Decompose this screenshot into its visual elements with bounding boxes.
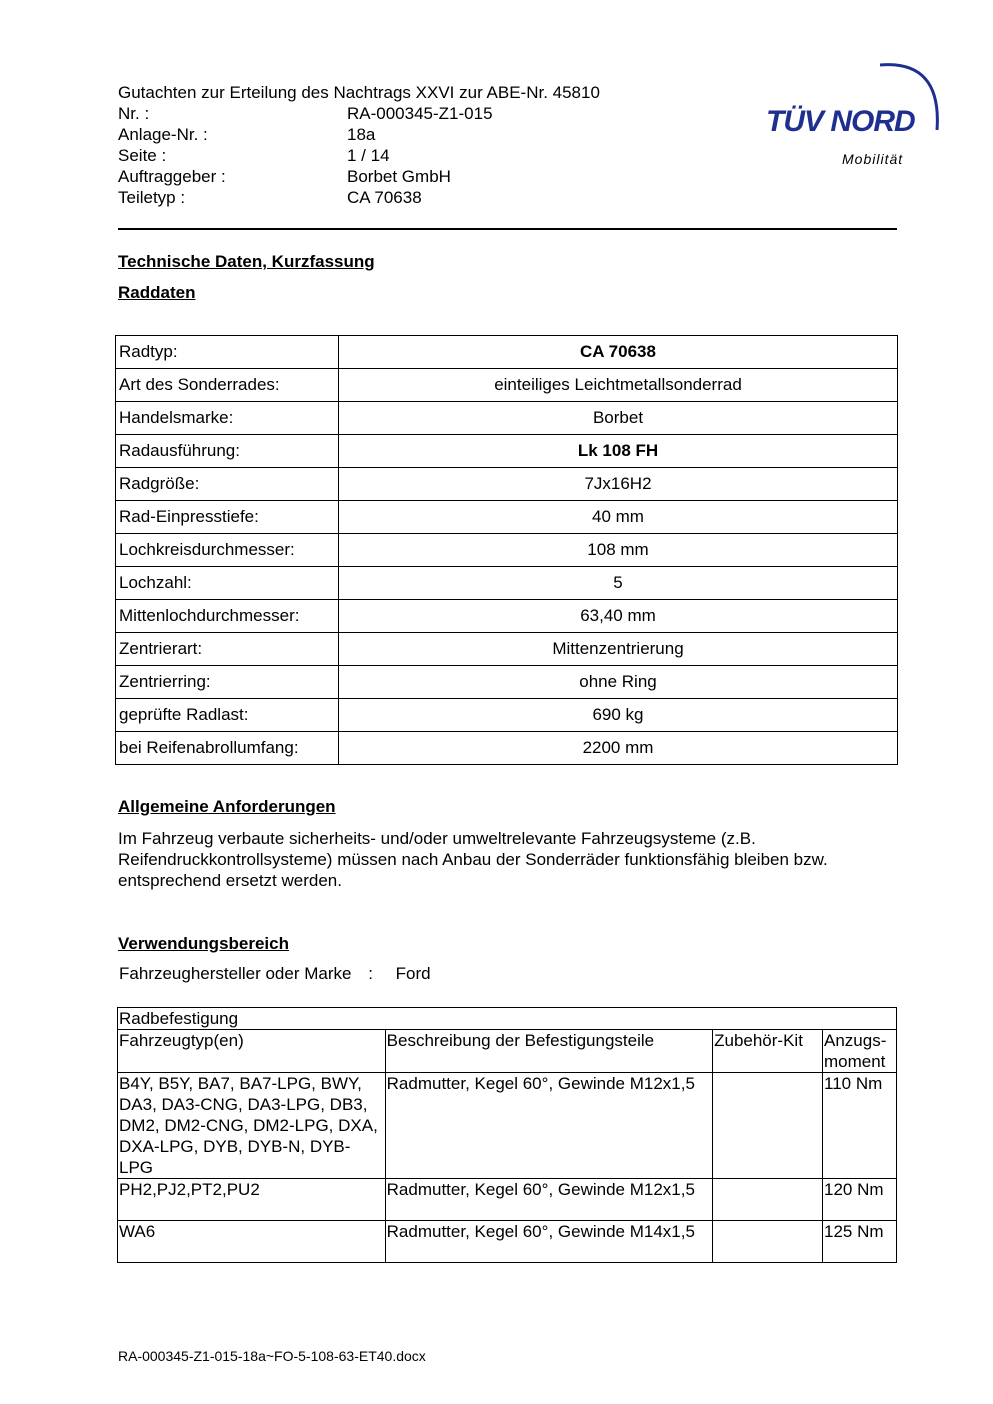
befestigung-cell-types: PH2,PJ2,PT2,PU2 <box>118 1179 386 1221</box>
befestigung-table <box>117 1007 897 1263</box>
header-field-anlage: Anlage-Nr. : 18a <box>118 125 376 144</box>
hersteller-line <box>119 964 431 984</box>
raddaten-key: Lochzahl: <box>116 567 339 600</box>
raddaten-value: 108 mm <box>339 534 898 567</box>
raddaten-row <box>116 501 898 534</box>
header-field-nr: Nr. : RA-000345-Z1-015 <box>118 104 493 123</box>
raddaten-key: Radgröße: <box>116 468 339 501</box>
raddaten-value: 2200 mm <box>339 732 898 765</box>
section-title-verwendung: Verwendungsbereich <box>118 934 289 953</box>
raddaten-value: Mittenzentrierung <box>339 633 898 666</box>
hersteller-value: Ford <box>395 964 431 983</box>
header-field-seite: Seite : 1 / 14 <box>118 146 390 165</box>
header-beschreibung: Beschreibung der Befestigungsteile <box>385 1030 712 1073</box>
raddaten-row <box>116 336 898 369</box>
befestigung-cell-torque: 125 Nm <box>823 1221 897 1263</box>
raddaten-row <box>116 435 898 468</box>
section-title-tech: Technische Daten, Kurzfassung <box>118 252 375 271</box>
befestigung-caption: Radbefestigung <box>118 1008 897 1030</box>
raddaten-value: CA 70638 <box>339 336 898 369</box>
hersteller-separator: : <box>368 964 373 983</box>
raddaten-row <box>116 699 898 732</box>
logo-brand: TÜV NORD <box>766 105 915 138</box>
befestigung-cell-kit <box>713 1179 823 1221</box>
header-field-teiletyp: Teiletyp : CA 70638 <box>118 188 422 207</box>
raddaten-key: geprüfte Radlast: <box>116 699 339 732</box>
befestigung-header-row <box>118 1030 897 1073</box>
section-title-raddaten: Raddaten <box>118 283 196 302</box>
raddaten-key: Lochkreisdurchmesser: <box>116 534 339 567</box>
raddaten-key: Zentrierart: <box>116 633 339 666</box>
raddaten-value: Lk 108 FH <box>339 435 898 468</box>
raddaten-row <box>116 666 898 699</box>
header-fields <box>118 103 493 208</box>
raddaten-key: Rad-Einpresstiefe: <box>116 501 339 534</box>
tuv-nord-logo <box>760 55 945 175</box>
header-anzugsmoment: Anzugs-moment <box>823 1030 897 1073</box>
footer-filename: RA-000345-Z1-015-18a~FO-5-108-63-ET40.docx <box>118 1348 426 1364</box>
document-title: Gutachten zur Erteilung des Nachtrags XXVI zur ABE-Nr. 45810 <box>118 83 600 102</box>
raddaten-value: ohne Ring <box>339 666 898 699</box>
raddaten-key: Zentrierring: <box>116 666 339 699</box>
befestigung-cell-torque: 120 Nm <box>823 1179 897 1221</box>
raddaten-value: Borbet <box>339 402 898 435</box>
raddaten-value: 40 mm <box>339 501 898 534</box>
befestigung-cell-types: B4Y, B5Y, BA7, BA7-LPG, BWY, DA3, DA3-CNG, DA3-LPG, DB3, DM2, DM2-CNG, DM2-LPG, DXA, DXA-LPG, DYB, DYB-N, DYB-LPG <box>118 1073 386 1179</box>
raddaten-value: 63,40 mm <box>339 600 898 633</box>
befestigung-caption-row <box>118 1008 897 1030</box>
raddaten-row <box>116 633 898 666</box>
raddaten-row <box>116 567 898 600</box>
raddaten-key: Handelsmarke: <box>116 402 339 435</box>
raddaten-value: 5 <box>339 567 898 600</box>
raddaten-row <box>116 369 898 402</box>
raddaten-row <box>116 534 898 567</box>
allgemein-text: Im Fahrzeug verbaute sicherheits- und/oder umweltrelevante Fahrzeugsysteme (z.B. Reifendruckkontrollsysteme) müssen nach Anbau der Sonderräder funktionsfähig bleiben bzw. entsprechend ersetzt werden. <box>118 829 828 890</box>
raddaten-value: einteiliges Leichtmetallsonderrad <box>339 369 898 402</box>
header-field-auftraggeber: Auftraggeber : Borbet GmbH <box>118 167 451 186</box>
befestigung-cell-desc: Radmutter, Kegel 60°, Gewinde M14x1,5 <box>385 1221 712 1263</box>
raddaten-key: Mittenlochdurchmesser: <box>116 600 339 633</box>
befestigung-cell-kit <box>713 1221 823 1263</box>
befestigung-row <box>118 1221 897 1263</box>
raddaten-row <box>116 468 898 501</box>
befestigung-cell-torque: 110 Nm <box>823 1073 897 1179</box>
logo-subtitle: Mobilität <box>842 151 904 167</box>
befestigung-cell-types: WA6 <box>118 1221 386 1263</box>
hersteller-label: Fahrzeughersteller oder Marke <box>119 964 352 983</box>
raddaten-key: Radtyp: <box>116 336 339 369</box>
raddaten-key: bei Reifenabrollumfang: <box>116 732 339 765</box>
raddaten-key: Radausführung: <box>116 435 339 468</box>
header-zubehoer-kit: Zubehör-Kit <box>713 1030 823 1073</box>
raddaten-value: 690 kg <box>339 699 898 732</box>
raddaten-row <box>116 402 898 435</box>
raddaten-value: 7Jx16H2 <box>339 468 898 501</box>
header-divider <box>118 228 897 230</box>
raddaten-row <box>116 732 898 765</box>
befestigung-row <box>118 1179 897 1221</box>
befestigung-cell-kit <box>713 1073 823 1179</box>
raddaten-table <box>115 335 898 765</box>
befestigung-cell-desc: Radmutter, Kegel 60°, Gewinde M12x1,5 <box>385 1179 712 1221</box>
raddaten-row <box>116 600 898 633</box>
header-fahrzeugtyp: Fahrzeugtyp(en) <box>118 1030 386 1073</box>
section-title-allgemein: Allgemeine Anforderungen <box>118 797 336 816</box>
befestigung-row <box>118 1073 897 1179</box>
befestigung-cell-desc: Radmutter, Kegel 60°, Gewinde M12x1,5 <box>385 1073 712 1179</box>
raddaten-key: Art des Sonderrades: <box>116 369 339 402</box>
